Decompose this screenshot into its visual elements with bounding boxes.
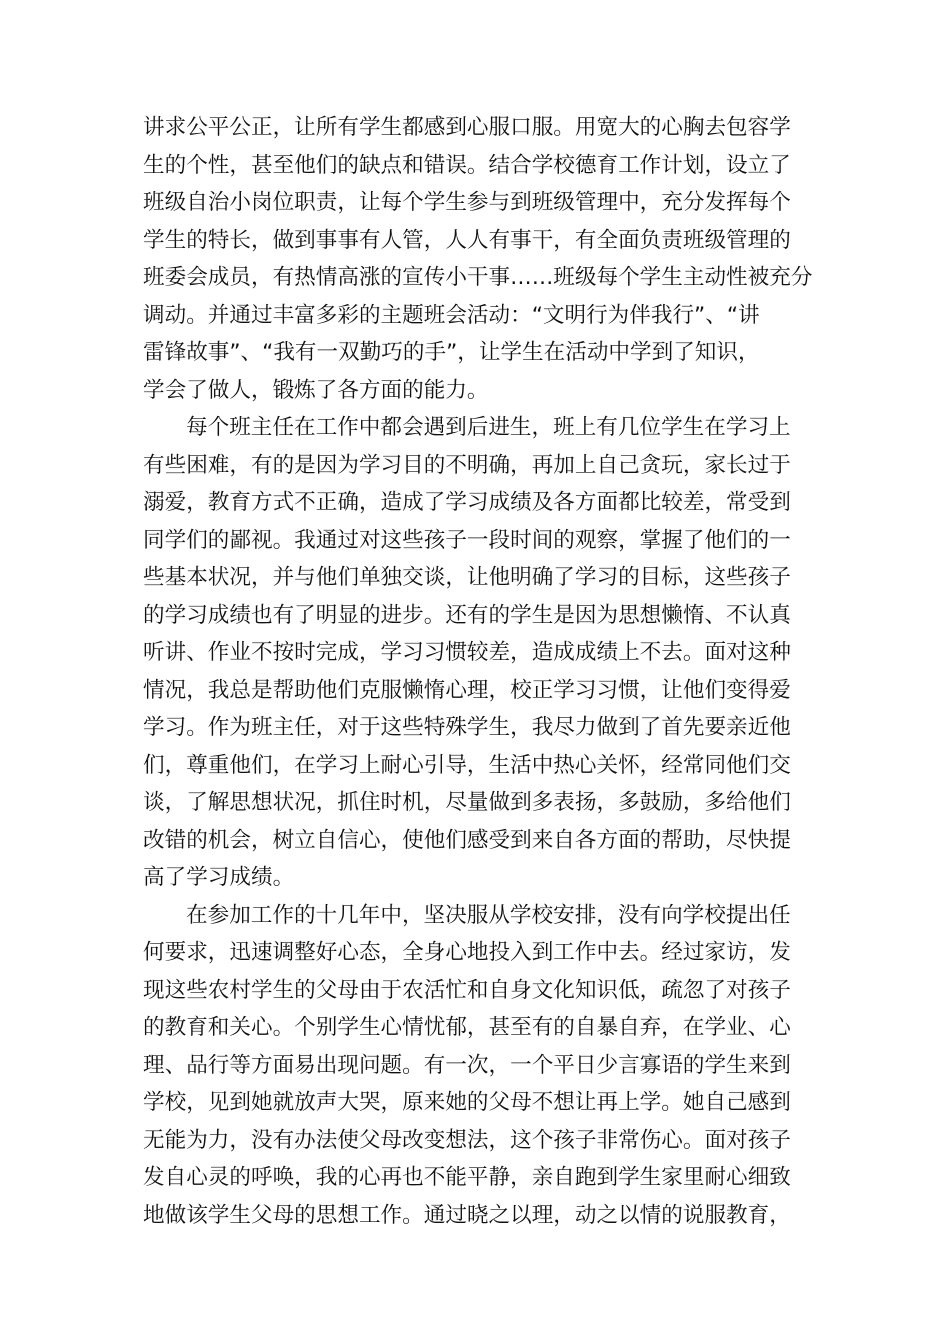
text-line: 听讲、作业不按时完成，学习习惯较差，造成成绩上不去。面对这种 — [143, 640, 791, 665]
text-line: 高了学习成绩。 — [143, 865, 295, 890]
text-line: 些基本状况，并与他们单独交谈，让他明确了学习的目标，这些孩子 — [143, 565, 791, 590]
text-line: 谈，了解思想状况，抓住时机，尽量做到多表扬，多鼓励，多给他们 — [143, 790, 791, 815]
text-line: 调动。并通过丰富多彩的主题班会活动：“文明行为伴我行”、“讲 — [143, 302, 760, 328]
text-line: 的教育和关心。个别学生心情忧郁，甚至有的自暴自弃，在学业、心 — [143, 1015, 791, 1040]
text-line: 班级自治小岗位职责，让每个学生参与到班级管理中，充分发挥每个 — [143, 190, 791, 215]
text-line: 学生的特长，做到事事有人管，人人有事干，有全面负责班级管理的 — [143, 227, 791, 253]
text-line: 改错的机会，树立自信心，使他们感受到来自各方面的帮助，尽快提 — [143, 827, 791, 853]
text-line: 地做该学生父母的思想工作。通过晓之以理，动之以情的说服教育， — [143, 1202, 791, 1228]
text-line: 们，尊重他们，在学习上耐心引导，生活中热心关怀，经常同他们交 — [143, 752, 791, 778]
text-line: 班委会成员，有热情高涨的宣传小干事……班级每个学生主动性被充分 — [143, 265, 813, 290]
body-text — [143, 109, 815, 1234]
text-line: 同学们的鄙视。我通过对这些孩子一段时间的观察，掌握了他们的一 — [143, 527, 791, 553]
text-line: 的学习成绩也有了明显的进步。还有的学生是因为思想懒惰、不认真 — [143, 602, 791, 628]
text-line: 情况，我总是帮助他们克服懒惰心理，校正学习习惯，让他们变得爱 — [143, 677, 791, 703]
text-line: 讲求公平公正，让所有学生都感到心服口服。用宽大的心胸去包容学 — [143, 115, 791, 140]
text-line: 学校，见到她就放声大哭，原来她的父母不想让再上学。她自己感到 — [143, 1090, 791, 1115]
text-line: 现这些农村学生的父母由于农活忙和自身文化知识低，疏忽了对孩子 — [143, 977, 791, 1003]
text-line: 发自心灵的呼唤，我的心再也不能平静，亲自跑到学生家里耐心细致 — [143, 1165, 791, 1190]
text-line: 何要求，迅速调整好心态，全身心地投入到工作中去。经过家访，发 — [143, 940, 791, 965]
text-line: 学会了做人，锻炼了各方面的能力。 — [143, 377, 489, 403]
paragraph-first-line: 在参加工作的十几年中，坚决服从学校安排，没有向学校提出任 — [186, 902, 791, 928]
paragraph-first-line: 每个班主任在工作中都会遇到后进生，班上有几位学生在学习上 — [186, 415, 791, 440]
text-line: 学习。作为班主任，对于这些特殊学生，我尽力做到了首先要亲近他 — [143, 715, 791, 740]
text-line: 有些困难，有的是因为学习目的不明确，再加上自己贪玩，家长过于 — [143, 452, 791, 478]
text-line: 生的个性，甚至他们的缺点和错误。结合学校德育工作计划，设立了 — [143, 152, 791, 178]
text-line: 雷锋故事”、“我有一双勤巧的手”，让学生在活动中学到了知识， — [143, 340, 760, 365]
text-line: 理、品行等方面易出现问题。有一次，一个平日少言寡语的学生来到 — [143, 1052, 791, 1078]
text-line: 溺爱，教育方式不正确，造成了学习成绩及各方面都比较差，常受到 — [143, 490, 791, 515]
text-line: 无能为力，没有办法使父母改变想法，这个孩子非常伤心。面对孩子 — [143, 1127, 791, 1153]
